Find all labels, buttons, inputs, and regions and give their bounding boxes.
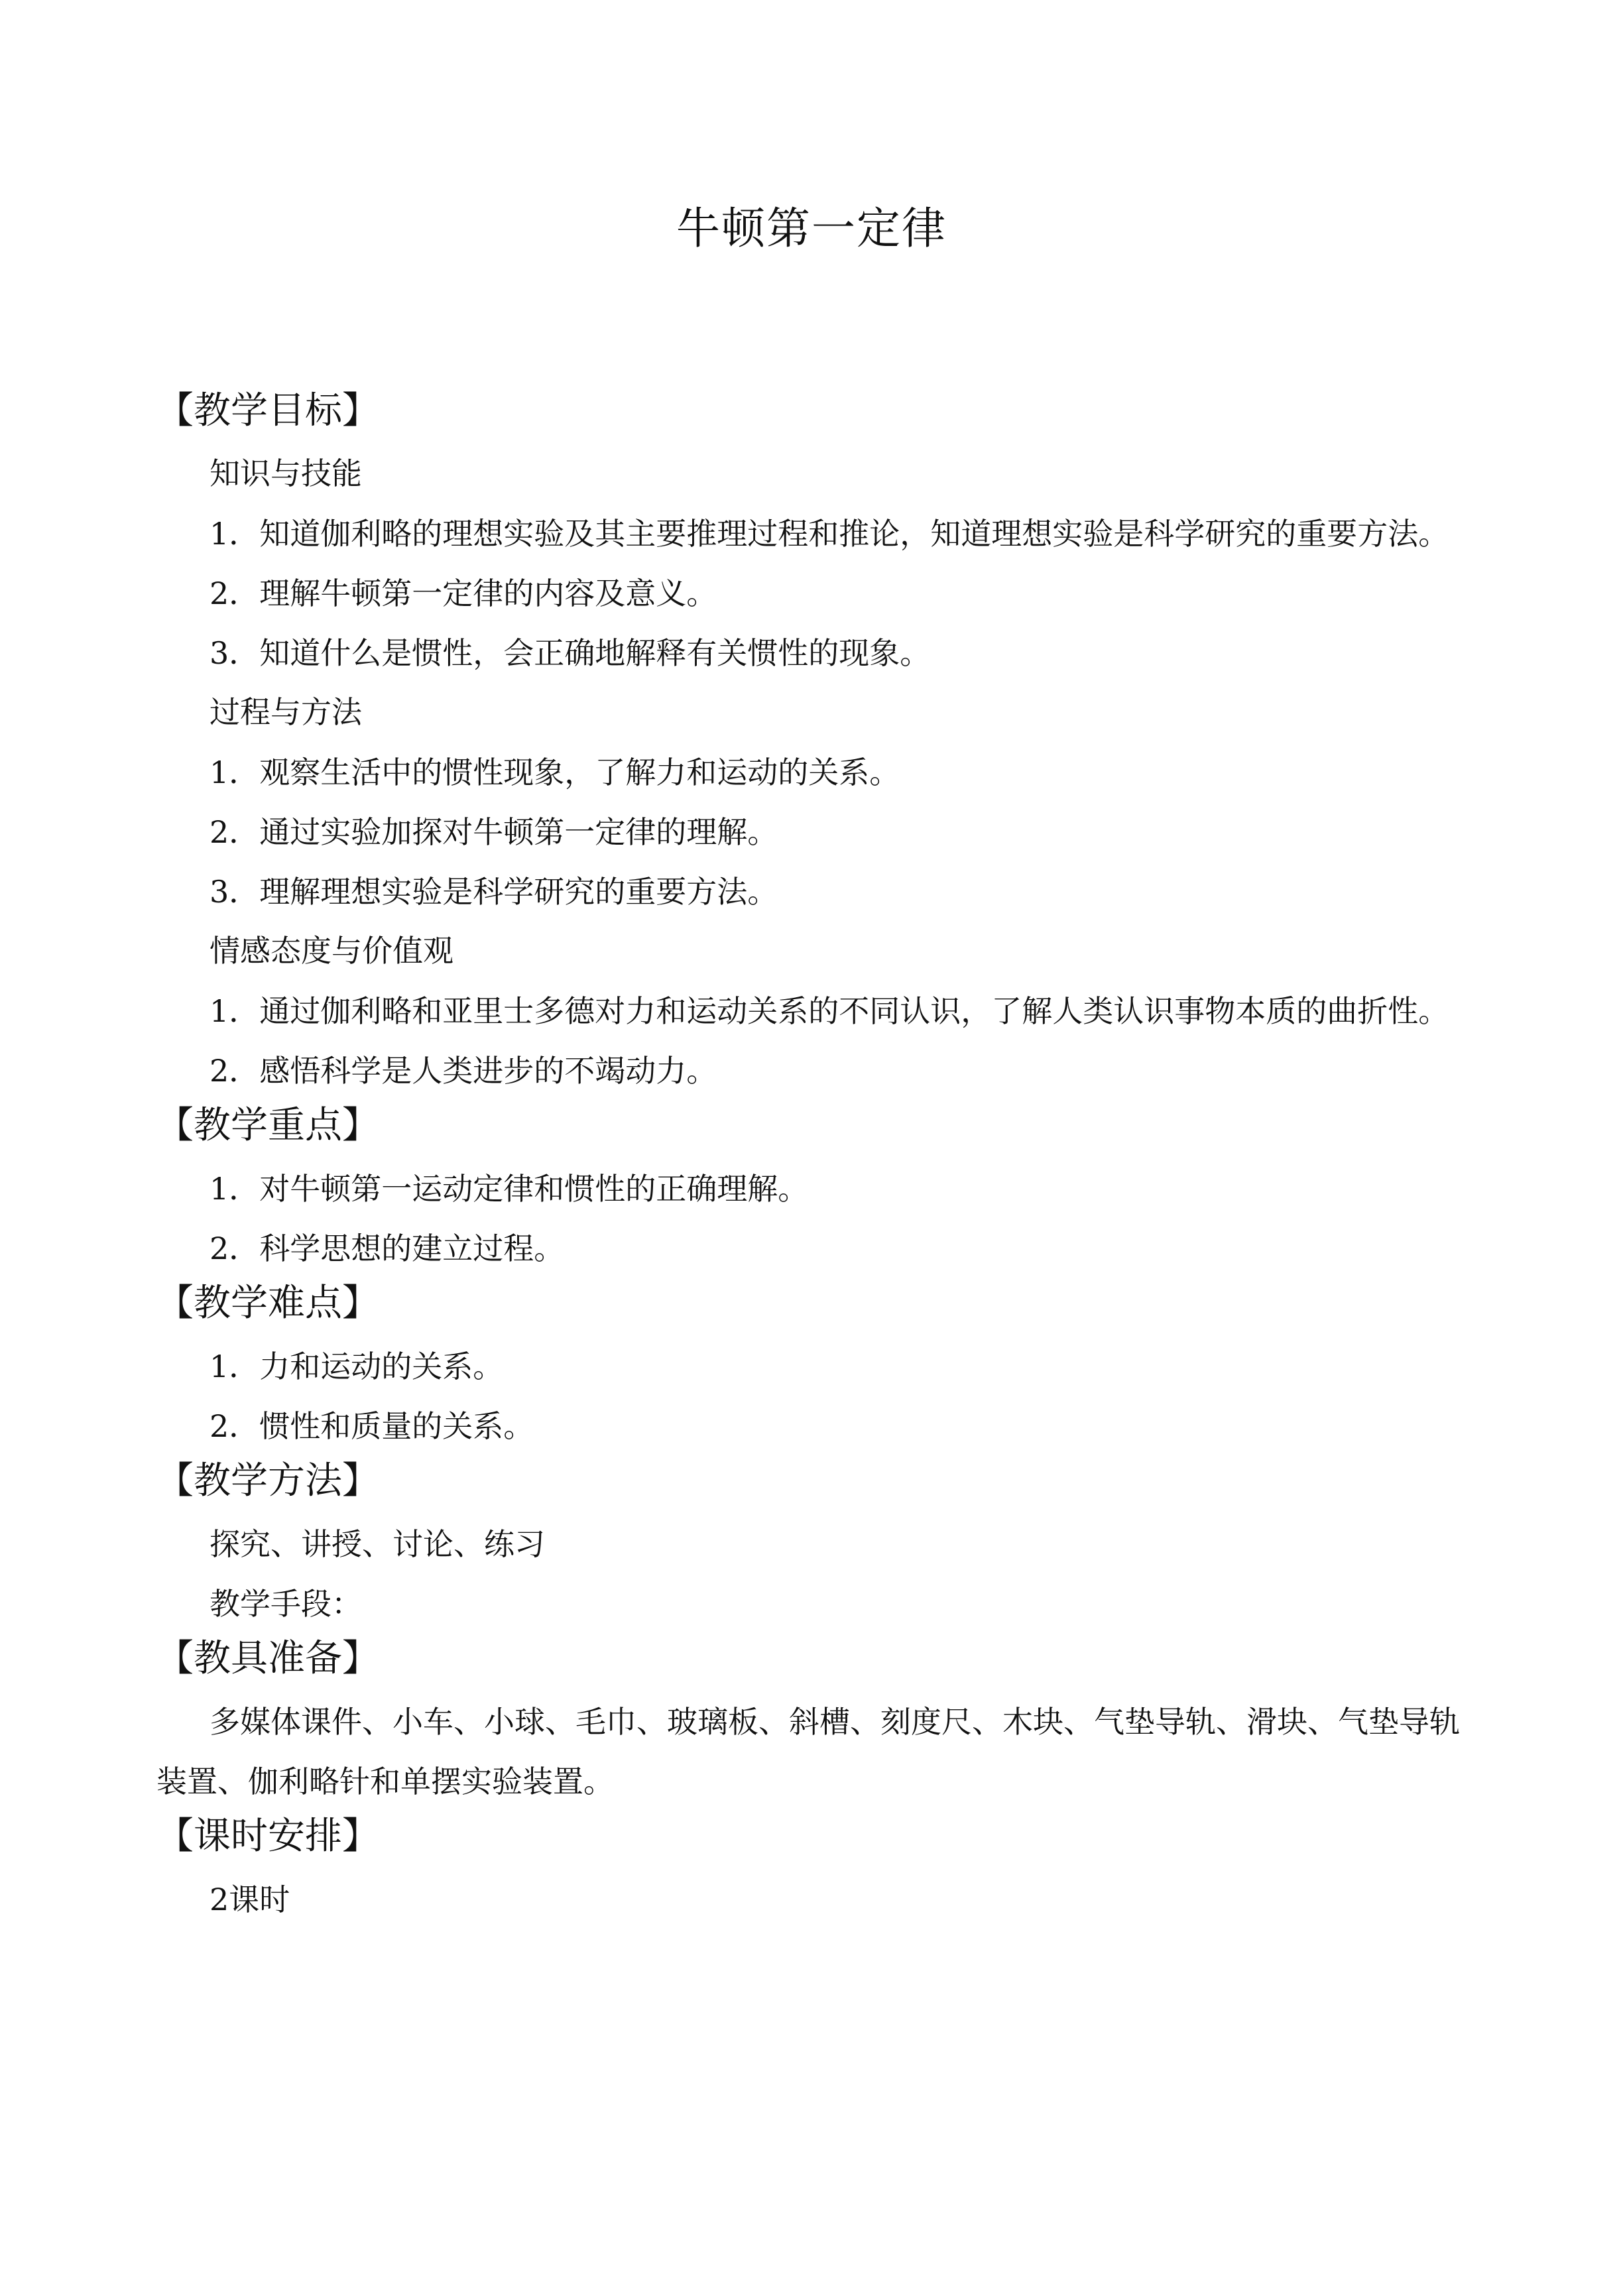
difficulties-heading: 【教学难点】	[156, 1282, 379, 1325]
emotion-item-2: 2．感悟科学是人类进步的不竭动力。	[210, 1053, 717, 1089]
knowledge-item-1: 1．知道伽利略的理想实验及其主要推理过程和推论，知道理想实验是科学研究的重要方法。	[210, 516, 1449, 552]
schedule-heading: 【课时安排】	[156, 1815, 379, 1858]
emotion-item-1: 1．通过伽利略和亚里士多德对力和运动关系的不同认识，了解人类认识事物本质的曲折性。	[210, 993, 1449, 1029]
key-point-item-2: 2．科学思想的建立过程。	[210, 1231, 565, 1266]
objectives-heading: 【教学目标】	[156, 389, 379, 432]
knowledge-item-3: 3．知道什么是惯性，会正确地解释有关惯性的现象。	[210, 635, 931, 671]
difficulty-item-2: 2．惯性和质量的关系。	[210, 1408, 534, 1444]
knowledge-item-2: 2．理解牛顿第一定律的内容及意义。	[210, 575, 717, 611]
knowledge-label: 知识与技能	[210, 455, 362, 491]
process-item-3: 3．理解理想实验是科学研究的重要方法。	[210, 874, 778, 910]
difficulty-item-1: 1．力和运动的关系。	[210, 1349, 504, 1384]
schedule-text: 2课时	[210, 1882, 290, 1917]
emotion-label: 情感态度与价值观	[210, 933, 453, 969]
equipment-heading: 【教具准备】	[156, 1637, 379, 1680]
process-label: 过程与方法	[210, 694, 362, 730]
methods-line-1: 探究、讲授、讨论、练习	[210, 1526, 545, 1562]
process-item-1: 1．观察生活中的惯性现象，了解力和运动的关系。	[210, 755, 900, 790]
key-point-item-1: 1．对牛顿第一运动定律和惯性的正确理解。	[210, 1171, 809, 1207]
key-points-heading: 【教学重点】	[156, 1104, 379, 1147]
equipment-text: 多媒体课件、小车、小球、毛巾、玻璃板、斜槽、刻度尺、木块、气垫导轨、滑块、气垫导轨装置、伽利略针和单摆实验装置。	[156, 1704, 1460, 1799]
process-item-2: 2．通过实验加探对牛顿第一定律的理解。	[210, 814, 778, 850]
document-body	[156, 386, 1482, 1929]
methods-line-2: 教学手段：	[210, 1586, 362, 1622]
page-title: 牛顿第一定律	[676, 203, 947, 254]
methods-heading: 【教学方法】	[156, 1459, 379, 1502]
